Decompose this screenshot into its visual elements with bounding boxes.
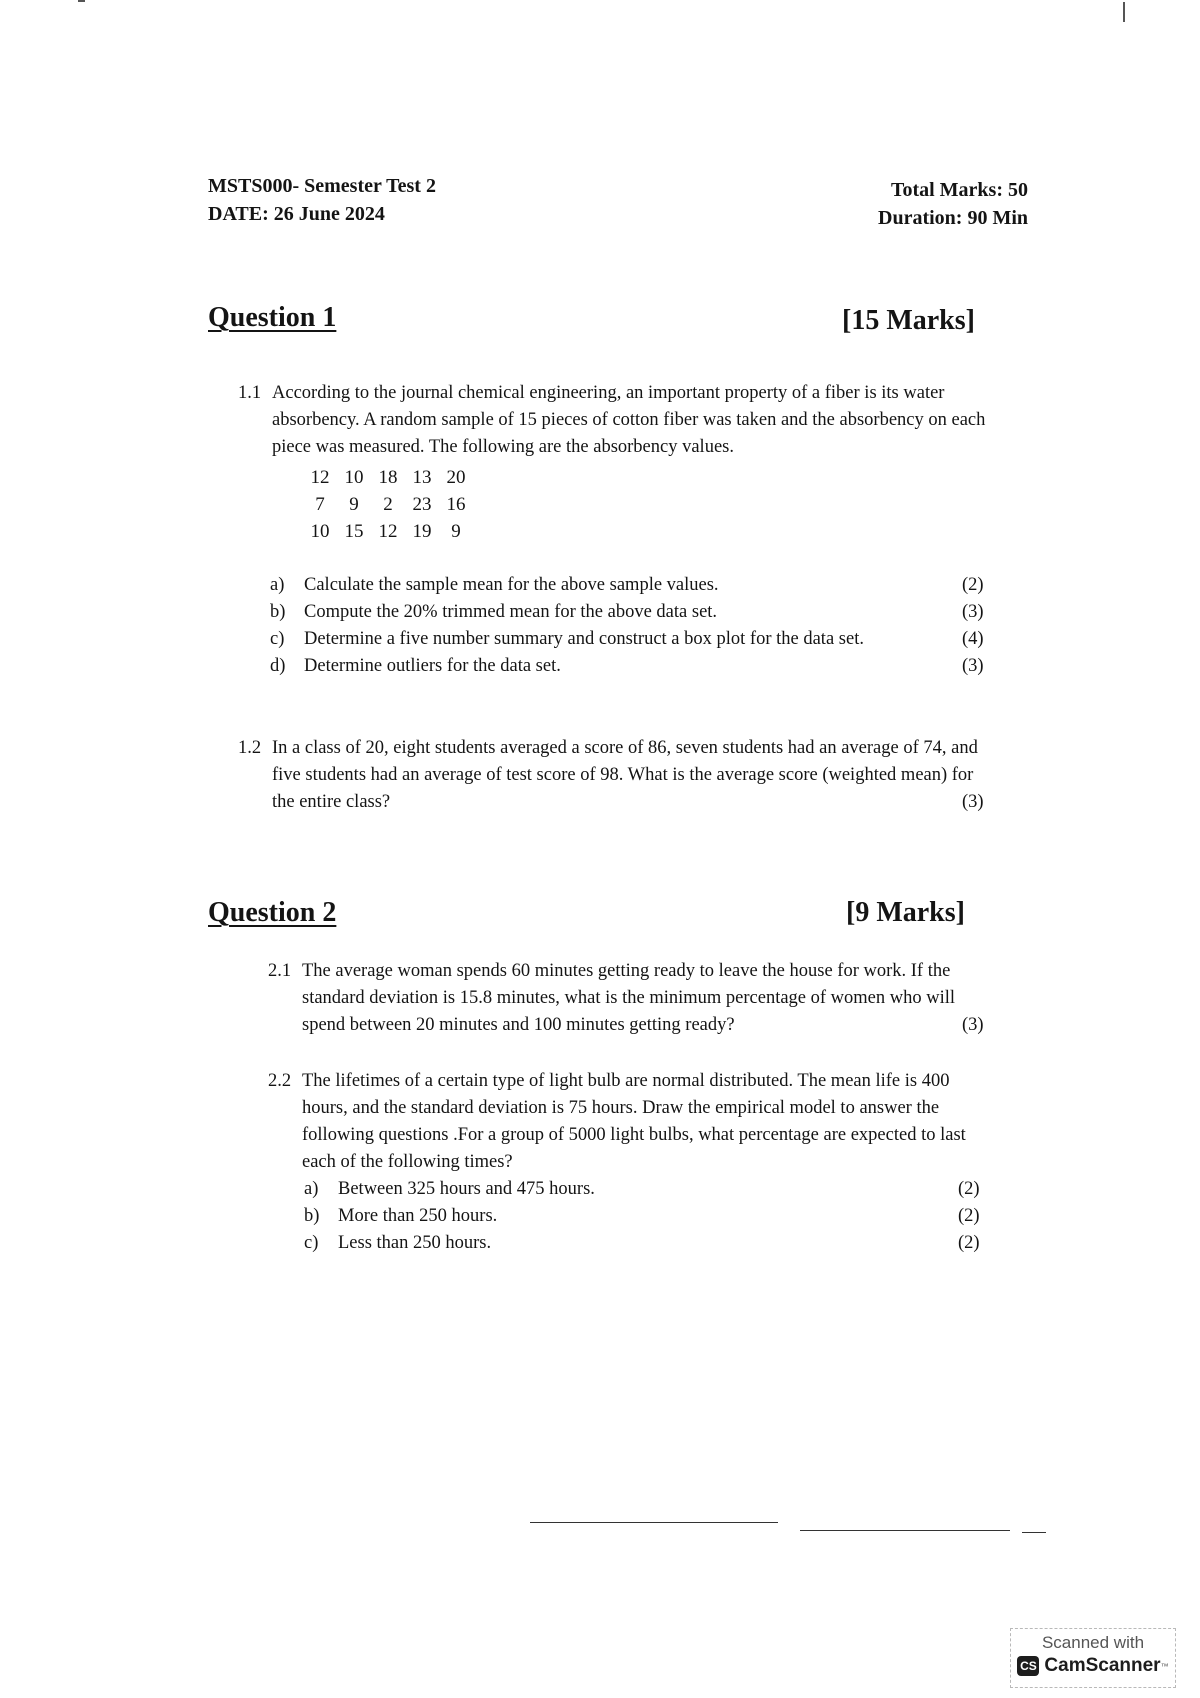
q1-2-line: In a class of 20, eight students averaged a score of 86, seven students had an average of 74, and bbox=[272, 738, 978, 758]
q2-item-a bbox=[304, 1176, 595, 1203]
q2-1-line: standard deviation is 15.8 minutes, what is the minimum percentage of women who will bbox=[302, 988, 956, 1008]
scan-mark bbox=[78, 0, 85, 2]
item-letter: a) bbox=[270, 575, 285, 595]
signature-line-left bbox=[530, 1522, 778, 1523]
camscanner-brand bbox=[1011, 1655, 1175, 1677]
q1-2-number: 1.2 bbox=[238, 738, 262, 758]
data-cell: 9 bbox=[349, 494, 359, 515]
question-2-title: Question 2 bbox=[208, 897, 337, 928]
q2-item-b bbox=[304, 1203, 497, 1230]
total-marks: Total Marks: 50 bbox=[890, 179, 1028, 201]
item-text: Less than 250 hours. bbox=[338, 1233, 492, 1253]
q2-1-marks: (3) bbox=[962, 1015, 984, 1035]
data-cell: 2 bbox=[383, 494, 393, 515]
data-cell: 19 bbox=[412, 521, 432, 542]
q1-2-marks: (3) bbox=[962, 792, 984, 812]
camscanner-logo-icon: CS bbox=[1017, 1656, 1039, 1676]
item-text: Between 325 hours and 475 hours. bbox=[338, 1179, 595, 1199]
data-cell: 12 bbox=[378, 521, 398, 542]
q2-item-a-marks: (2) bbox=[958, 1179, 980, 1199]
data-row bbox=[303, 491, 473, 518]
item-letter: a) bbox=[304, 1179, 319, 1199]
q2-item-c-marks: (2) bbox=[958, 1233, 980, 1253]
item-text: More than 250 hours. bbox=[338, 1206, 498, 1226]
question-2-marks: [9 Marks] bbox=[846, 897, 965, 928]
q2-item-b-marks: (2) bbox=[958, 1206, 980, 1226]
q2-2-text bbox=[302, 1068, 966, 1176]
q1-2-line: the entire class? bbox=[272, 792, 391, 812]
data-row bbox=[303, 518, 473, 545]
data-cell: 18 bbox=[378, 467, 398, 488]
data-cell: 13 bbox=[412, 467, 432, 488]
q2-2-line: The lifetimes of a certain type of light bulb are normal distributed. The mean life is 400 bbox=[302, 1071, 950, 1091]
signature-line-right bbox=[800, 1530, 1010, 1531]
q1-1-line: absorbency. A random sample of 15 pieces of cotton fiber was taken and the absorbency on each bbox=[272, 410, 986, 430]
q2-2-line: following questions .For a group of 5000 light bulbs, what percentage are expected to last bbox=[302, 1125, 966, 1145]
q1-item-a bbox=[270, 572, 719, 599]
data-cell: 10 bbox=[310, 521, 330, 542]
data-cell: 16 bbox=[446, 494, 466, 515]
q1-1-number: 1.1 bbox=[238, 383, 262, 403]
q2-2-number: 2.2 bbox=[268, 1071, 292, 1091]
exam-date: DATE: 26 June 2024 bbox=[208, 203, 385, 225]
exam-header-right bbox=[878, 176, 1028, 232]
trademark-icon: ™ bbox=[1160, 1661, 1169, 1671]
duration: Duration: 90 Min bbox=[878, 207, 1028, 229]
data-cell: 9 bbox=[451, 521, 461, 542]
item-text: Compute the 20% trimmed mean for the above data set. bbox=[304, 602, 718, 622]
camscanner-name: CamScanner bbox=[1044, 1655, 1161, 1676]
q1-2-text bbox=[272, 735, 978, 816]
data-cell: 7 bbox=[315, 494, 325, 515]
camscanner-watermark bbox=[1010, 1628, 1176, 1688]
q1-item-a-marks: (2) bbox=[962, 575, 984, 595]
data-cell: 15 bbox=[344, 521, 364, 542]
question-1-marks: [15 Marks] bbox=[842, 305, 975, 336]
item-letter: c) bbox=[270, 629, 285, 649]
q1-item-d bbox=[270, 653, 561, 680]
q1-item-b bbox=[270, 599, 717, 626]
absorbency-data-table bbox=[303, 464, 473, 545]
q2-1-line: spend between 20 minutes and 100 minutes getting ready? bbox=[302, 1015, 735, 1035]
data-cell: 23 bbox=[412, 494, 432, 515]
q1-item-c-marks: (4) bbox=[962, 629, 984, 649]
course-code: MSTS000- Semester Test 2 bbox=[208, 175, 436, 197]
item-text: Determine a five number summary and construct a box plot for the data set. bbox=[304, 629, 864, 649]
scan-mark bbox=[1123, 2, 1125, 22]
signature-line-stub bbox=[1022, 1532, 1046, 1533]
q1-1-text bbox=[272, 380, 985, 461]
q2-1-text bbox=[302, 958, 955, 1039]
scanned-with-text: Scanned with bbox=[1041, 1633, 1145, 1652]
data-row bbox=[303, 464, 473, 491]
q2-2-line: hours, and the standard deviation is 75 hours. Draw the empirical model to answer the bbox=[302, 1098, 940, 1118]
item-text: Calculate the sample mean for the above sample values. bbox=[304, 575, 719, 595]
item-letter: c) bbox=[304, 1233, 319, 1253]
q1-1-line: According to the journal chemical engineering, an important property of a fiber is its water bbox=[272, 383, 945, 403]
q1-2-line: five students had an average of test score of 98. What is the average score (weighted mean) for bbox=[272, 765, 974, 785]
data-cell: 10 bbox=[344, 467, 364, 488]
question-1-title: Question 1 bbox=[208, 302, 337, 333]
data-cell: 12 bbox=[310, 467, 330, 488]
exam-header-left bbox=[208, 172, 436, 228]
data-cell: 20 bbox=[446, 467, 466, 488]
q2-1-number: 2.1 bbox=[268, 961, 292, 981]
q1-item-c bbox=[270, 626, 864, 653]
q1-1-line: piece was measured. The following are the absorbency values. bbox=[272, 437, 734, 457]
item-text: Determine outliers for the data set. bbox=[304, 656, 561, 676]
item-letter: b) bbox=[304, 1206, 320, 1226]
q1-item-b-marks: (3) bbox=[962, 602, 984, 622]
q2-item-c bbox=[304, 1230, 491, 1257]
q2-1-line: The average woman spends 60 minutes getting ready to leave the house for work. If the bbox=[302, 961, 951, 981]
item-letter: d) bbox=[270, 656, 286, 676]
item-letter: b) bbox=[270, 602, 286, 622]
q2-2-line: each of the following times? bbox=[302, 1152, 513, 1172]
q1-item-d-marks: (3) bbox=[962, 656, 984, 676]
